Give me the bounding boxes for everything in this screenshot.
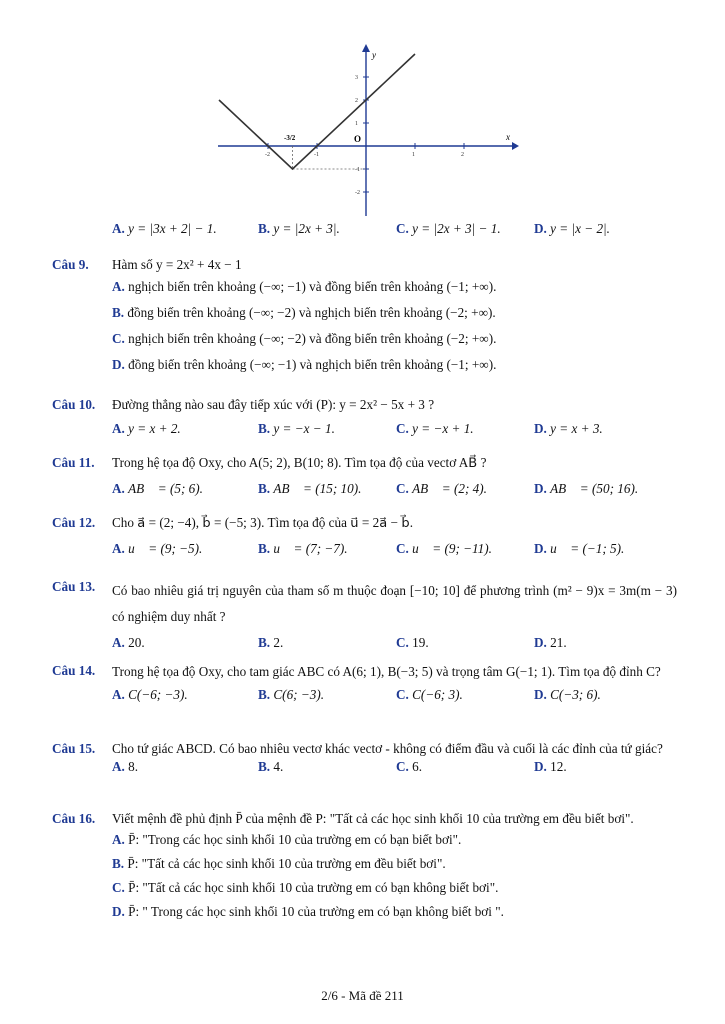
option-text: 12. <box>550 759 567 774</box>
option-text: y = x + 3. <box>550 421 603 436</box>
question-label: Câu 13. <box>52 579 96 594</box>
question-14 <box>52 662 677 706</box>
question-label: Câu 10. <box>52 397 96 412</box>
option-b[interactable] <box>258 420 335 438</box>
x-tick-label: 1 <box>412 152 415 158</box>
option-text: 6. <box>412 759 423 774</box>
option-letter: C. <box>396 421 409 436</box>
option-a[interactable] <box>112 540 202 558</box>
option-text: y = x + 2. <box>128 421 181 436</box>
option-d[interactable] <box>534 758 567 776</box>
option-c[interactable] <box>396 758 422 776</box>
option-d[interactable] <box>534 634 567 652</box>
question-stem: Trong hệ tọa độ Oxy, cho tam giác ABC có A(6; 1), B(−3; 5) và trọng tâm G(−1; 1). Tìm tọa độ đỉnh C? <box>112 664 661 679</box>
option-letter: B. <box>258 541 271 556</box>
question-11 <box>52 454 677 500</box>
question-stem: Cho tứ giác ABCD. Có bao nhiêu vectơ khác vectơ - không có điểm đầu và cuối là các đỉnh của tứ giác? <box>112 741 663 756</box>
option-text: P̄: "Tất cả các học sinh khối 10 của trường em đều biết bơi". <box>127 856 446 871</box>
option-letter: C. <box>112 331 125 346</box>
option-c[interactable] <box>112 326 677 352</box>
option-text: u⃗ = (−1; 5). <box>550 541 625 556</box>
option-d[interactable] <box>534 540 624 558</box>
option-b[interactable] <box>112 852 677 876</box>
option-letter: A. <box>112 279 125 294</box>
option-b[interactable] <box>258 220 340 238</box>
x-axis-arrow <box>512 142 519 150</box>
option-text: y = |2x + 3|. <box>273 221 340 236</box>
option-c[interactable] <box>112 876 677 900</box>
option-c[interactable] <box>396 480 487 498</box>
option-c[interactable] <box>396 634 429 652</box>
option-letter: A. <box>112 541 125 556</box>
option-text: y = −x + 1. <box>412 421 474 436</box>
option-letter: A. <box>112 635 125 650</box>
question-13 <box>52 578 677 654</box>
option-b[interactable] <box>258 540 348 558</box>
option-c[interactable] <box>396 220 501 238</box>
option-letter: D. <box>534 481 547 496</box>
option-d[interactable] <box>534 220 610 238</box>
option-d[interactable] <box>112 900 677 924</box>
option-letter: A. <box>112 221 125 236</box>
option-a[interactable] <box>112 686 188 704</box>
option-text: y = |2x + 3| − 1. <box>412 221 501 236</box>
option-text: 2. <box>273 635 284 650</box>
option-text: 21. <box>550 635 567 650</box>
option-text: nghịch biến trên khoảng (−∞; −2) và đồng biến trên khoảng (−2; +∞). <box>128 331 497 346</box>
option-d[interactable] <box>534 480 638 498</box>
axes <box>218 44 519 216</box>
question-8-options <box>52 220 677 240</box>
option-text: AB⃗ = (5; 6). <box>128 481 203 496</box>
option-letter: B. <box>258 481 271 496</box>
question-9 <box>52 256 677 378</box>
option-a[interactable] <box>112 420 181 438</box>
option-text: C(−6; −3). <box>128 687 188 702</box>
x-ticks <box>265 143 464 158</box>
option-text: 4. <box>273 759 284 774</box>
option-a[interactable] <box>112 634 145 652</box>
page-footer: 2/6 - Mã đề 211 <box>321 988 404 1003</box>
question-stem: Hàm số y = 2x² + 4x − 1 <box>112 257 242 272</box>
x-axis-label: x <box>506 132 510 142</box>
option-letter: D. <box>534 541 547 556</box>
x-tick-label: 2 <box>461 152 464 158</box>
y-tick-label: -2 <box>355 190 360 196</box>
question-label: Câu 14. <box>52 663 96 678</box>
option-letter: A. <box>112 421 125 436</box>
option-text: AB⃗ = (15; 10). <box>273 481 362 496</box>
option-a[interactable] <box>112 828 677 852</box>
question-stem: Trong hệ tọa độ Oxy, cho A(5; 2), B(10; 8). Tìm tọa độ của vectơ AB⃗ ? <box>112 455 487 470</box>
question-12 <box>52 514 677 560</box>
x-tick-label: -1 <box>314 152 319 158</box>
option-letter: C. <box>396 759 409 774</box>
option-letter: B. <box>112 856 125 871</box>
option-letter: A. <box>112 759 125 774</box>
option-text: C(−6; 3). <box>412 687 463 702</box>
option-letter: D. <box>534 221 547 236</box>
option-a[interactable] <box>112 274 677 300</box>
option-letter: A. <box>112 481 125 496</box>
y-axis-label: y <box>372 50 376 60</box>
option-text: 8. <box>128 759 139 774</box>
question-stem: Đường thẳng nào sau đây tiếp xúc với (P): y = 2x² − 5x + 3 ? <box>112 397 435 412</box>
option-letter: C. <box>396 635 409 650</box>
question-label: Câu 12. <box>52 515 96 530</box>
option-text: AB⃗ = (2; 4). <box>412 481 487 496</box>
option-c[interactable] <box>396 686 463 704</box>
option-text: đồng biến trên khoảng (−∞; −1) và nghịch biến trên khoảng (−1; +∞). <box>128 357 497 372</box>
option-text: C(−3; 6). <box>550 687 601 702</box>
option-letter: B. <box>112 305 125 320</box>
option-letter: D. <box>534 421 547 436</box>
question-stem: Có bao nhiêu giá trị nguyên của tham số m thuộc đoạn [−10; 10] để phương trình (m² − 9)x = 3m(m − 3) có nghiệm duy nhất ? <box>112 583 677 624</box>
option-text: u⃗ = (9; −11). <box>412 541 492 556</box>
option-letter: D. <box>534 687 547 702</box>
option-letter: B. <box>258 759 271 774</box>
option-b[interactable] <box>258 758 283 776</box>
option-letter: D. <box>534 759 547 774</box>
option-c[interactable] <box>396 420 474 438</box>
x-tick-label: -2 <box>265 152 270 158</box>
option-text: C(6; −3). <box>273 687 325 702</box>
question-16 <box>52 810 677 924</box>
option-text: u⃗ = (9; −5). <box>128 541 203 556</box>
option-d[interactable] <box>534 686 601 704</box>
y-tick-label: -1 <box>355 167 360 173</box>
option-text: đồng biến trên khoảng (−∞; −2) và nghịch biến trên khoảng (−2; +∞). <box>127 305 496 320</box>
option-d[interactable] <box>534 420 603 438</box>
option-text: 20. <box>128 635 145 650</box>
option-d[interactable] <box>112 352 677 378</box>
vertex-label: -3/2 <box>284 134 296 142</box>
option-b[interactable] <box>258 480 361 498</box>
option-b[interactable] <box>258 686 324 704</box>
option-letter: B. <box>258 687 271 702</box>
option-text: AB⃗ = (50; 16). <box>550 481 639 496</box>
option-letter: A. <box>112 832 125 847</box>
option-letter: B. <box>258 421 271 436</box>
option-letter: C. <box>396 687 409 702</box>
y-tick-label: 1 <box>355 121 358 127</box>
option-letter: A. <box>112 687 125 702</box>
option-a[interactable] <box>112 480 203 498</box>
question-label: Câu 16. <box>52 811 96 826</box>
origin-label: O <box>354 134 362 144</box>
question-label: Câu 9. <box>52 257 89 272</box>
question-10 <box>52 396 677 440</box>
option-c[interactable] <box>396 540 492 558</box>
option-text: P̄: "Tất cả các học sinh khối 10 của trường em có bạn không biết bơi". <box>128 880 499 895</box>
option-text: y = −x − 1. <box>273 421 335 436</box>
option-a[interactable] <box>112 758 138 776</box>
option-text: u⃗ = (7; −7). <box>273 541 348 556</box>
question-stem: Cho a⃗ = (2; −4), b⃗ = (−5; 3). Tìm tọa độ của u⃗ = 2a⃗ − b⃗. <box>112 515 414 530</box>
question-label: Câu 15. <box>52 741 96 756</box>
option-text: y = |x − 2|. <box>550 221 610 236</box>
option-letter: B. <box>258 221 271 236</box>
y-tick-label: 2 <box>355 98 358 104</box>
y-axis-arrow <box>362 44 370 52</box>
option-letter: C. <box>396 541 409 556</box>
function-graph <box>210 40 520 220</box>
option-letter: D. <box>534 635 547 650</box>
question-label: Câu 11. <box>52 455 95 470</box>
option-a[interactable] <box>112 220 217 238</box>
option-text: P̄: "Trong các học sinh khối 10 của trường em có bạn biết bơi". <box>128 832 462 847</box>
option-b[interactable] <box>258 634 283 652</box>
option-letter: C. <box>396 481 409 496</box>
option-letter: D. <box>112 357 125 372</box>
option-b[interactable] <box>112 300 677 326</box>
option-text: y = |3x + 2| − 1. <box>128 221 217 236</box>
option-text: nghịch biến trên khoảng (−∞; −1) và đồng biến trên khoảng (−1; +∞). <box>128 279 497 294</box>
question-stem: Viết mệnh đề phủ định P̄ của mệnh đề P: "Tất cả các học sinh khối 10 của trường em đều biết bơi". <box>112 811 634 826</box>
question-15 <box>52 740 677 778</box>
option-letter: D. <box>112 904 125 919</box>
option-text: P̄: " Trong các học sinh khối 10 của trường em có bạn không biết bơi ". <box>128 904 504 919</box>
option-letter: B. <box>258 635 271 650</box>
option-text: 19. <box>412 635 429 650</box>
option-letter: C. <box>396 221 409 236</box>
option-letter: C. <box>112 880 125 895</box>
y-tick-label: 3 <box>355 75 358 81</box>
